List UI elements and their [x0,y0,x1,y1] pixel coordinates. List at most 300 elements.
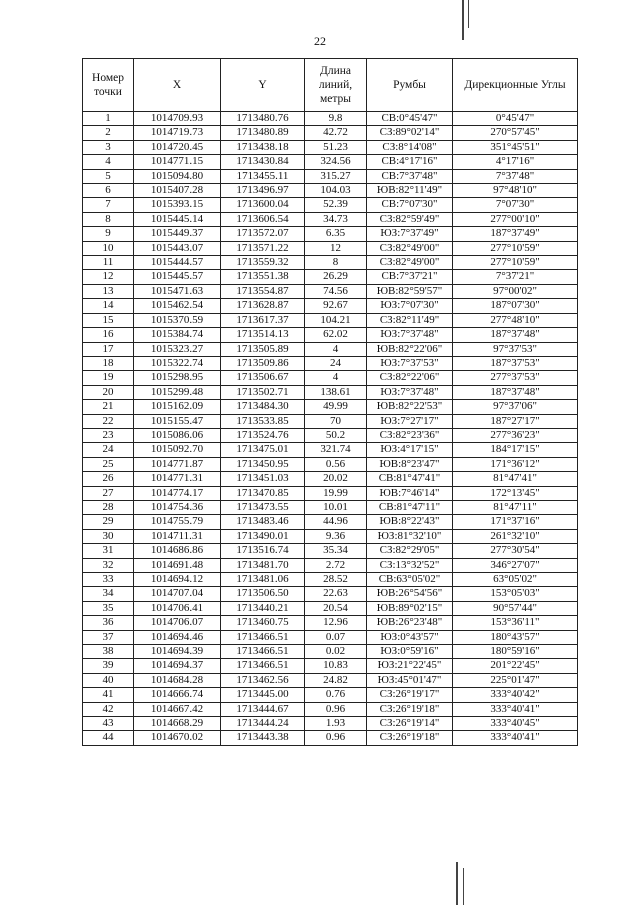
cell-x: 1014686.86 [134,544,221,558]
cell-x: 1015407.28 [134,184,221,198]
cell-direction-angle: 7°37'48" [453,169,578,183]
cell-x: 1014666.74 [134,688,221,702]
table-row [83,645,578,659]
cell-length: 70 [305,414,367,428]
cell-direction-angle: 270°57'45" [453,126,578,140]
cell-length: 20.54 [305,601,367,615]
cell-point-number: 25 [83,457,134,471]
cell-length: 62.02 [305,328,367,342]
cell-direction-angle: 187°07'30" [453,299,578,313]
cell-rhumb: СВ:81°47'41" [367,472,453,486]
cell-length: 9.8 [305,112,367,126]
table-row [83,270,578,284]
cell-y: 1713506.50 [221,587,305,601]
table-row [83,601,578,615]
cell-rhumb: ЮВ:82°22'53" [367,400,453,414]
cell-y: 1713509.86 [221,356,305,370]
table-row [83,428,578,442]
cell-length: 51.23 [305,140,367,154]
cell-direction-angle: 153°36'11" [453,616,578,630]
cell-point-number: 23 [83,428,134,442]
table-row [83,169,578,183]
cell-y: 1713445.00 [221,688,305,702]
cell-point-number: 27 [83,486,134,500]
cell-rhumb: ЮВ:82°59'57" [367,284,453,298]
cell-length: 24.82 [305,673,367,687]
table-row [83,515,578,529]
cell-direction-angle: 225°01'47" [453,673,578,687]
cell-rhumb: СЗ:26°19'17" [367,688,453,702]
cell-x: 1014668.29 [134,717,221,731]
cell-point-number: 28 [83,500,134,514]
table-row [83,587,578,601]
table-row [83,630,578,644]
cell-y: 1713440.21 [221,601,305,615]
header-line-length: Длина линий, метры [305,59,367,112]
cell-x: 1014706.07 [134,616,221,630]
cell-y: 1713438.18 [221,140,305,154]
cell-rhumb: СВ:7°07'30" [367,198,453,212]
cell-rhumb: СЗ:26°19'18" [367,702,453,716]
cell-x: 1015086.06 [134,428,221,442]
cell-rhumb: СЗ:82°49'00" [367,241,453,255]
header-rhumb: Румбы [367,59,453,112]
cell-rhumb: СВ:7°37'48" [367,169,453,183]
coordinates-table [82,58,578,746]
table-row [83,414,578,428]
cell-direction-angle: 171°36'12" [453,457,578,471]
cell-y: 1713466.51 [221,630,305,644]
cell-x: 1014754.36 [134,500,221,514]
table-body [83,112,578,746]
cell-length: 1.93 [305,717,367,731]
table-row [83,198,578,212]
cell-direction-angle: 277°10'59" [453,241,578,255]
cell-y: 1713462.56 [221,673,305,687]
table-row [83,717,578,731]
cell-x: 1014720.45 [134,140,221,154]
cell-direction-angle: 277°48'10" [453,313,578,327]
cell-x: 1015094.80 [134,169,221,183]
cell-x: 1014670.02 [134,731,221,745]
cell-rhumb: ЮЗ:7°37'53" [367,356,453,370]
cell-length: 2.72 [305,558,367,572]
cell-x: 1015445.57 [134,270,221,284]
cell-length: 0.56 [305,457,367,471]
cell-direction-angle: 351°45'51" [453,140,578,154]
cell-x: 1015443.07 [134,241,221,255]
cell-rhumb: СВ:7°37'21" [367,270,453,284]
cell-y: 1713496.97 [221,184,305,198]
cell-direction-angle: 4°17'16" [453,155,578,169]
cell-length: 6.35 [305,227,367,241]
table-row [83,673,578,687]
cell-x: 1014694.12 [134,573,221,587]
cell-length: 12.96 [305,616,367,630]
cell-point-number: 11 [83,256,134,270]
cell-rhumb: СЗ:89°02'14" [367,126,453,140]
cell-direction-angle: 7°37'21" [453,270,578,284]
cell-x: 1014694.39 [134,645,221,659]
cell-point-number: 22 [83,414,134,428]
cell-length: 26.29 [305,270,367,284]
cell-direction-angle: 90°57'44" [453,601,578,615]
table-row [83,558,578,572]
table-row [83,573,578,587]
table-row [83,688,578,702]
cell-point-number: 35 [83,601,134,615]
cell-y: 1713483.46 [221,515,305,529]
cell-point-number: 21 [83,400,134,414]
cell-rhumb: СВ:0°45'47" [367,112,453,126]
cell-length: 4 [305,371,367,385]
cell-point-number: 44 [83,731,134,745]
cell-x: 1014771.87 [134,457,221,471]
cell-direction-angle: 97°37'06" [453,400,578,414]
cell-y: 1713444.24 [221,717,305,731]
cell-y: 1713475.01 [221,443,305,457]
table-row [83,702,578,716]
cell-direction-angle: 187°37'53" [453,356,578,370]
table-row [83,155,578,169]
cell-y: 1713466.51 [221,645,305,659]
cell-point-number: 7 [83,198,134,212]
cell-point-number: 3 [83,140,134,154]
cell-rhumb: СЗ:82°59'49" [367,212,453,226]
header-direction-angle: Дирекционные Углы [453,59,578,112]
cell-rhumb: ЮЗ:7°37'48" [367,385,453,399]
cell-direction-angle: 333°40'41" [453,731,578,745]
scan-artifact-line [462,0,464,40]
cell-direction-angle: 187°27'17" [453,414,578,428]
cell-rhumb: ЮВ:82°11'49" [367,184,453,198]
cell-direction-angle: 7°07'30" [453,198,578,212]
cell-direction-angle: 97°37'53" [453,342,578,356]
cell-rhumb: ЮВ:89°02'15" [367,601,453,615]
cell-direction-angle: 153°05'03" [453,587,578,601]
cell-x: 1015092.70 [134,443,221,457]
table-row [83,544,578,558]
table-row [83,212,578,226]
cell-x: 1015155.47 [134,414,221,428]
cell-point-number: 34 [83,587,134,601]
cell-x: 1014706.41 [134,601,221,615]
cell-y: 1713444.67 [221,702,305,716]
cell-point-number: 15 [83,313,134,327]
cell-point-number: 30 [83,529,134,543]
cell-y: 1713600.04 [221,198,305,212]
cell-rhumb: СЗ:82°23'36" [367,428,453,442]
table-row [83,529,578,543]
cell-y: 1713554.87 [221,284,305,298]
cell-direction-angle: 187°37'48" [453,385,578,399]
cell-y: 1713514.13 [221,328,305,342]
cell-direction-angle: 187°37'49" [453,227,578,241]
cell-point-number: 19 [83,371,134,385]
cell-length: 74.56 [305,284,367,298]
table-row [83,371,578,385]
cell-x: 1014667.42 [134,702,221,716]
cell-direction-angle: 180°43'57" [453,630,578,644]
cell-length: 104.21 [305,313,367,327]
cell-point-number: 12 [83,270,134,284]
cell-point-number: 24 [83,443,134,457]
cell-y: 1713533.85 [221,414,305,428]
cell-point-number: 4 [83,155,134,169]
cell-length: 0.76 [305,688,367,702]
cell-rhumb: СЗ:26°19'18" [367,731,453,745]
cell-x: 1014684.28 [134,673,221,687]
cell-direction-angle: 277°36'23" [453,428,578,442]
cell-x: 1014707.04 [134,587,221,601]
cell-direction-angle: 63°05'02" [453,573,578,587]
cell-length: 35.34 [305,544,367,558]
cell-direction-angle: 0°45'47" [453,112,578,126]
cell-x: 1014691.48 [134,558,221,572]
table-row [83,443,578,457]
cell-length: 20.02 [305,472,367,486]
cell-rhumb: ЮВ:8°23'47" [367,457,453,471]
cell-length: 0.07 [305,630,367,644]
cell-y: 1713484.30 [221,400,305,414]
cell-y: 1713606.54 [221,212,305,226]
table-row [83,385,578,399]
cell-x: 1014694.37 [134,659,221,673]
cell-length: 22.63 [305,587,367,601]
cell-direction-angle: 97°48'10" [453,184,578,198]
table-row [83,400,578,414]
cell-x: 1015444.57 [134,256,221,270]
cell-length: 0.96 [305,731,367,745]
cell-rhumb: СВ:63°05'02" [367,573,453,587]
table-row [83,659,578,673]
cell-y: 1713524.76 [221,428,305,442]
cell-rhumb: ЮЗ:7°27'17" [367,414,453,428]
table-row [83,184,578,198]
header-x: X [134,59,221,112]
cell-x: 1015393.15 [134,198,221,212]
cell-y: 1713559.32 [221,256,305,270]
table-row [83,112,578,126]
cell-y: 1713480.89 [221,126,305,140]
cell-direction-angle: 277°10'59" [453,256,578,270]
cell-point-number: 38 [83,645,134,659]
cell-x: 1015323.27 [134,342,221,356]
cell-rhumb: ЮЗ:21°22'45" [367,659,453,673]
cell-length: 42.72 [305,126,367,140]
cell-point-number: 14 [83,299,134,313]
cell-point-number: 13 [83,284,134,298]
cell-point-number: 8 [83,212,134,226]
cell-length: 10.01 [305,500,367,514]
cell-x: 1014709.93 [134,112,221,126]
cell-length: 49.99 [305,400,367,414]
cell-rhumb: ЮЗ:81°32'10" [367,529,453,543]
cell-length: 315.27 [305,169,367,183]
cell-point-number: 42 [83,702,134,716]
cell-y: 1713480.76 [221,112,305,126]
cell-length: 19.99 [305,486,367,500]
cell-y: 1713502.71 [221,385,305,399]
table-row [83,342,578,356]
cell-rhumb: ЮЗ:4°17'15" [367,443,453,457]
cell-y: 1713470.85 [221,486,305,500]
table-row [83,472,578,486]
cell-rhumb: ЮЗ:7°37'49" [367,227,453,241]
cell-x: 1015462.54 [134,299,221,313]
cell-rhumb: ЮВ:26°23'48" [367,616,453,630]
cell-length: 10.83 [305,659,367,673]
cell-point-number: 32 [83,558,134,572]
cell-length: 28.52 [305,573,367,587]
cell-direction-angle: 201°22'45" [453,659,578,673]
table-row [83,241,578,255]
cell-y: 1713516.74 [221,544,305,558]
cell-x: 1014719.73 [134,126,221,140]
cell-point-number: 6 [83,184,134,198]
cell-point-number: 5 [83,169,134,183]
table-row [83,299,578,313]
scan-artifact-line [468,0,469,28]
cell-rhumb: СЗ:82°29'05" [367,544,453,558]
cell-y: 1713481.70 [221,558,305,572]
cell-rhumb: ЮЗ:7°07'30" [367,299,453,313]
cell-direction-angle: 97°00'02" [453,284,578,298]
cell-length: 8 [305,256,367,270]
cell-y: 1713450.95 [221,457,305,471]
cell-length: 50.2 [305,428,367,442]
cell-point-number: 36 [83,616,134,630]
cell-x: 1014711.31 [134,529,221,543]
cell-point-number: 9 [83,227,134,241]
cell-length: 12 [305,241,367,255]
cell-length: 44.96 [305,515,367,529]
cell-direction-angle: 333°40'42" [453,688,578,702]
cell-direction-angle: 187°37'48" [453,328,578,342]
cell-direction-angle: 81°47'41" [453,472,578,486]
cell-point-number: 40 [83,673,134,687]
cell-y: 1713430.84 [221,155,305,169]
cell-x: 1014771.31 [134,472,221,486]
cell-y: 1713466.51 [221,659,305,673]
cell-y: 1713490.01 [221,529,305,543]
cell-y: 1713460.75 [221,616,305,630]
cell-direction-angle: 172°13'45" [453,486,578,500]
cell-x: 1015384.74 [134,328,221,342]
cell-x: 1014694.46 [134,630,221,644]
cell-x: 1014755.79 [134,515,221,529]
cell-point-number: 33 [83,573,134,587]
cell-direction-angle: 277°00'10" [453,212,578,226]
cell-y: 1713455.11 [221,169,305,183]
cell-point-number: 18 [83,356,134,370]
cell-direction-angle: 277°30'54" [453,544,578,558]
table-row [83,126,578,140]
scan-artifact-line [456,862,458,905]
cell-y: 1713506.67 [221,371,305,385]
cell-length: 4 [305,342,367,356]
cell-point-number: 2 [83,126,134,140]
table-row [83,616,578,630]
cell-y: 1713481.06 [221,573,305,587]
cell-rhumb: СЗ:82°49'00" [367,256,453,270]
cell-point-number: 1 [83,112,134,126]
cell-direction-angle: 184°17'15" [453,443,578,457]
cell-rhumb: СЗ:26°19'14" [367,717,453,731]
cell-rhumb: СВ:4°17'16" [367,155,453,169]
table-row [83,500,578,514]
header-point-number: Номер точки [83,59,134,112]
table-row [83,356,578,370]
page-number: 22 [314,34,326,48]
cell-x: 1015471.63 [134,284,221,298]
table-header-row [83,59,578,112]
cell-y: 1713571.22 [221,241,305,255]
scan-artifact-line [463,868,464,905]
cell-x: 1014771.15 [134,155,221,169]
table-row [83,457,578,471]
table-row [83,256,578,270]
cell-length: 9.36 [305,529,367,543]
table-row [83,313,578,327]
cell-x: 1015299.48 [134,385,221,399]
cell-point-number: 29 [83,515,134,529]
cell-y: 1713451.03 [221,472,305,486]
cell-direction-angle: 333°40'41" [453,702,578,716]
cell-rhumb: СЗ:82°22'06" [367,371,453,385]
cell-point-number: 20 [83,385,134,399]
cell-point-number: 43 [83,717,134,731]
table-row [83,486,578,500]
cell-point-number: 37 [83,630,134,644]
table-row [83,328,578,342]
cell-point-number: 39 [83,659,134,673]
cell-direction-angle: 333°40'45" [453,717,578,731]
cell-length: 34.73 [305,212,367,226]
cell-y: 1713505.89 [221,342,305,356]
cell-point-number: 10 [83,241,134,255]
cell-x: 1015298.95 [134,371,221,385]
cell-point-number: 41 [83,688,134,702]
table-row [83,284,578,298]
cell-length: 92.67 [305,299,367,313]
cell-y: 1713551.38 [221,270,305,284]
cell-direction-angle: 346°27'07" [453,558,578,572]
cell-y: 1713572.07 [221,227,305,241]
cell-length: 0.02 [305,645,367,659]
cell-x: 1015162.09 [134,400,221,414]
cell-y: 1713473.55 [221,500,305,514]
cell-length: 52.39 [305,198,367,212]
cell-rhumb: ЮВ:8°22'43" [367,515,453,529]
cell-point-number: 17 [83,342,134,356]
cell-length: 321.74 [305,443,367,457]
cell-length: 104.03 [305,184,367,198]
table-row [83,731,578,745]
table-row [83,140,578,154]
header-y: Y [221,59,305,112]
cell-rhumb: ЮВ:7°46'14" [367,486,453,500]
cell-x: 1015370.59 [134,313,221,327]
cell-rhumb: СЗ:13°32'52" [367,558,453,572]
cell-rhumb: ЮЗ:0°59'16" [367,645,453,659]
cell-x: 1015322.74 [134,356,221,370]
cell-x: 1015449.37 [134,227,221,241]
table-row [83,227,578,241]
cell-rhumb: ЮЗ:7°37'48" [367,328,453,342]
cell-rhumb: СЗ:8°14'08" [367,140,453,154]
cell-rhumb: ЮЗ:0°43'57" [367,630,453,644]
